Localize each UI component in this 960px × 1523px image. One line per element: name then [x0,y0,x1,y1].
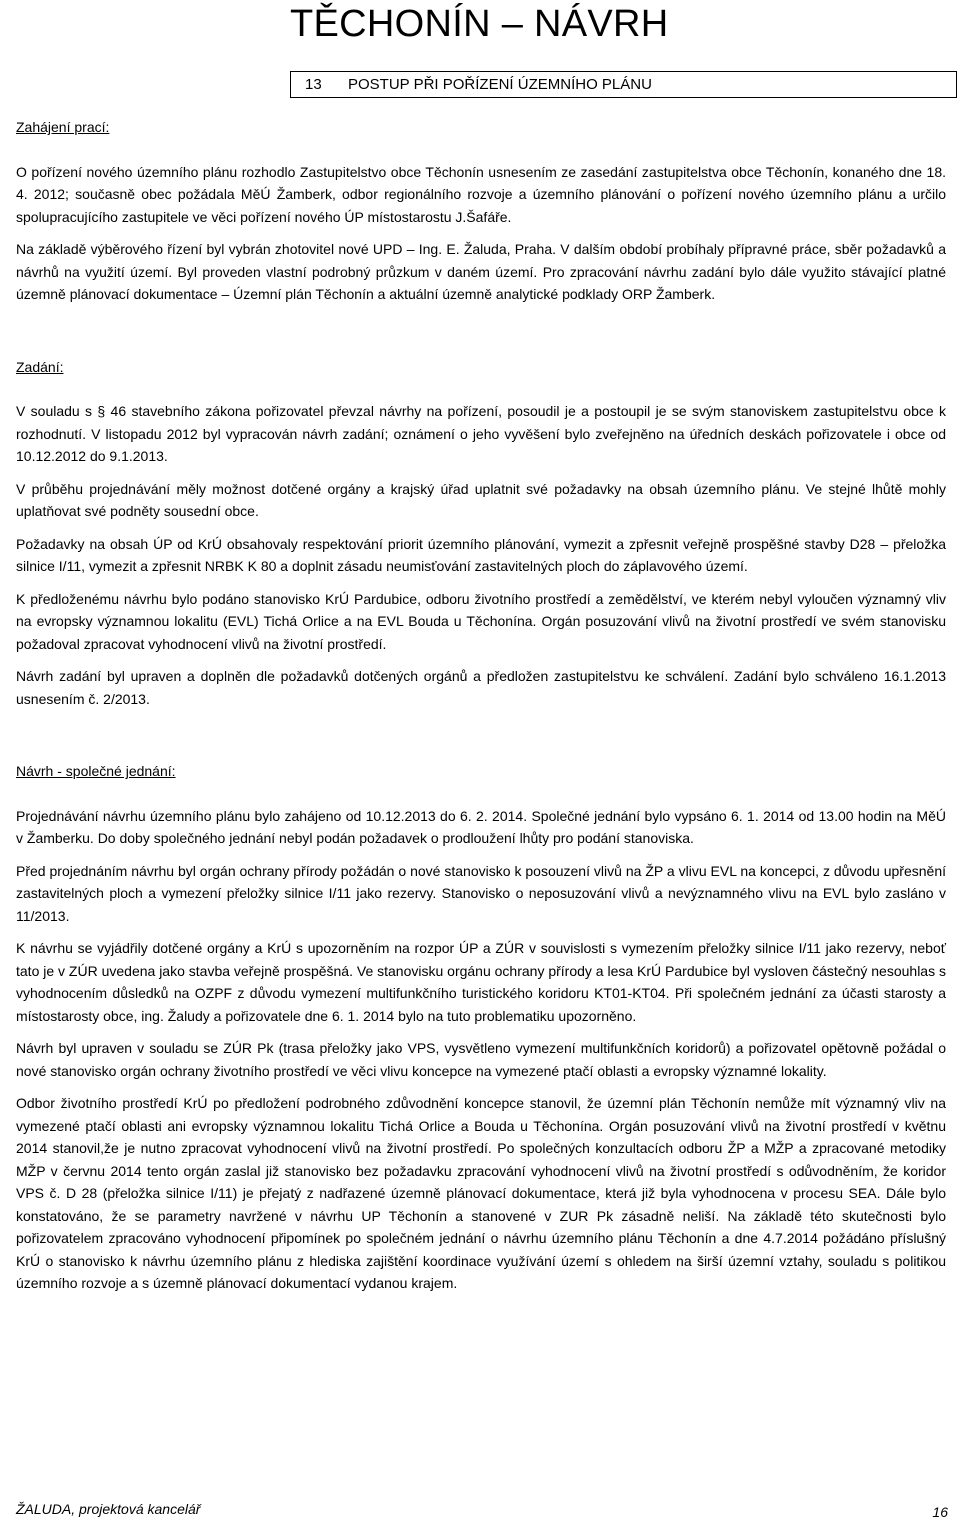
section-header-box [290,71,957,98]
paragraph: Projednávání návrhu územního plánu bylo zahájeno od 10.12.2013 do 6. 2. 2014. Společné jednání bylo vypsáno 6. 1. 2014 od 13.00 hodin na MěÚ v Žamberku. Do doby společného jednání nebyl podán požadavek o prodloužení lhůty pro podání stanoviska. [16,807,946,846]
paragraph: Návrh zadání byl upraven a doplněn dle požadavků dotčených orgánů a předložen zastupitelstvu ke schválení. Zadání bylo schváleno 16.1.2013 usnesením č. 2/2013. [16,668,946,707]
paragraph: Požadavky na obsah ÚP od KrÚ obsahovaly respektování priorit územního plánování, vymezit a zpřesnit veřejně prospěšné stavby D28 – přeložka silnice I/11, vymezit a zpřesnit NRBK K 80 a doplnit zásadu neumisťování zastavitelných ploch do záplavového území. [16,535,946,574]
page-number: 16 [932,1504,948,1520]
paragraph: Odbor životního prostředí KrÚ po předložení podrobného zdůvodnění koncepce stanovil, že územní plán Těchonín nemůže mít významný vliv na vymezené ptačí oblasti ani evropsky významnou lokalitu Tichá Orlice a Bouda u Těchonína. Orgán posuzování vlivů na životní prostředí v květnu 2014 stanovil,že je nutno zpracovat vyhodnocení vlivů na životní prostředí. Po společných konzultacích odboru ŽP a MŽP a zpracované metodiky MŽP v červnu 2014 tento orgán zaslal již stanovisko bez požadavku zpracování vyhodnocení vlivů na životní prostředí s odůvodněním, že koridor VPS č. D 28 (přeložka silnice I/11) je přejatý z nadřazené územně plánovací dokumentace, která již byla vyhodnocena v procesu SEA. Dále bylo konstatováno, že se parametry navržené v návrhu UP Těchonín a stanovené v ZUR Pk zásadně neliší. Na základě této skutečnosti bylo pořizovatelem zpracováno vyhodnocení připomínek po společném jednání o návrhu územního plánu Těchonín a dne 4.7.2014 požádáno příslušný KrÚ o stanovisko k návrhu územního plánu z hlediska zajištění koordinace využívání území s ohledem na širší územní vztahy, souladu s politikou územního rozvoje a s územně plánovací dokumentací vydanou krajem. [16,1095,946,1291]
heading-zahajeni-praci: Zahájení prací: [16,119,110,135]
section-number: 13 [305,76,322,93]
paragraph: Na základě výběrového řízení byl vybrán zhotovitel nové UPD – Ing. E. Žaluda, Praha. V dalším období probíhaly přípravné práce, sběr požadavků a návrhů na využití území. Byl proveden vlastní podrobný průzkum v daném území. Pro zpracování návrhu zadání bylo dále využito stávající platné územně plánovací dokumentace – Územní plán Těchonín a aktuální územně analytické podklady ORP Žamberk. [16,241,946,302]
paragraph: Před projednáním návrhu byl orgán ochrany přírody požádán o nové stanovisko k posouzení vlivů na ŽP a vlivu EVL na koncepci, z důvodu upřesnění zastavitelných ploch a vymezení přeložky silnice I/11 jako rezervy. Stanovisko o neposuzování vlivů a nevýznamného vlivu na EVL bylo zasláno v 11/2013. [16,862,946,924]
section-title: POSTUP PŘI POŘÍZENÍ ÚZEMNÍHO PLÁNU [348,76,652,93]
paragraph: K návrhu se vyjádřily dotčené orgány a KrÚ s upozorněním na rozpor ÚP a ZÚR v souvislosti s vymezením přeložky silnice I/11 jako rezervy, neboť tato je v ZÚR uvedena jako stavba veřejně prospěšná. Ve stanovisku orgánu ochrany přírody a lesa KrÚ Pardubice byl vysloven částečný nesouhlas s vyhodnocením důsledků na OZPF z důvodu vymezení multifunkčního turistického koridoru KT01-KT04. Při společném jednání za účasti starosty a místostarosty obce, ing. Žaludy a pořizovatele dne 6. 1. 2014 bylo na tuto problematiku upozorněno. [16,940,946,1024]
paragraph: O pořízení nového územního plánu rozhodlo Zastupitelstvo obce Těchonín usnesením ze zasedání zastupitelstva obce Těchonín, konaného dne 18. 4. 2012; současně obec požádala MěÚ Žamberk, odbor regionálního rozvoje a územního plánování o pořízení nového územního plánu a určilo spolupracujícího zastupitele ve věci pořízení nového ÚP místostarostu J.Šafáře. [16,163,946,225]
paragraph: V souladu s § 46 stavebního zákona pořizovatel převzal návrhy na pořízení, posoudil je a postoupil je se svým stanoviskem zastupitelstvu obce k rozhodnutí. V listopadu 2012 byl vypracován návrh zadání; oznámení o jeho vyvěšení bylo zveřejněno na úředních deskách pořizovatele i obce od 10.12.2012 do 9.1.2013. [16,403,946,464]
heading-navrh-spolecne-jednani: Návrh - společné jednání: [16,763,176,779]
paragraph: Návrh byl upraven v souladu se ZÚR Pk (trasa přeložky jako VPS, vysvětleno vymezení multifunkčních koridorů) a pořizovatel opětovně požádal o nové stanovisko orgán ochrany životního prostředí ve věci vlivu koncepce na vymezené ptačí oblasti a evropsky významné lokality. [16,1040,946,1079]
paragraph: K předloženému návrhu bylo podáno stanovisko KrÚ Pardubice, odboru životního prostředí a zemědělství, ve kterém nebyl vyloučen významný vliv na evropsky významnou lokalitu (EVL) Tichá Orlice a na EVL Bouda u Těchonína. Orgán posuzování vlivů na životní prostředí ve svém stanovisku požadoval zpracovat vyhodnocení vlivů na životní prostředí. [16,590,946,652]
document-body [16,116,946,1305]
document-title: TĚCHONÍN – NÁVRH [290,3,669,45]
paragraph: V průběhu projednávání měly možnost dotčené orgány a krajský úřad uplatnit své požadavky na obsah územního plánu. Ve stejné lhůtě mohly uplatňovat své podněty sousední obce. [16,480,946,519]
heading-zadani: Zadání: [16,358,64,375]
footer-company: ŽALUDA, projektová kancelář [16,1501,201,1517]
